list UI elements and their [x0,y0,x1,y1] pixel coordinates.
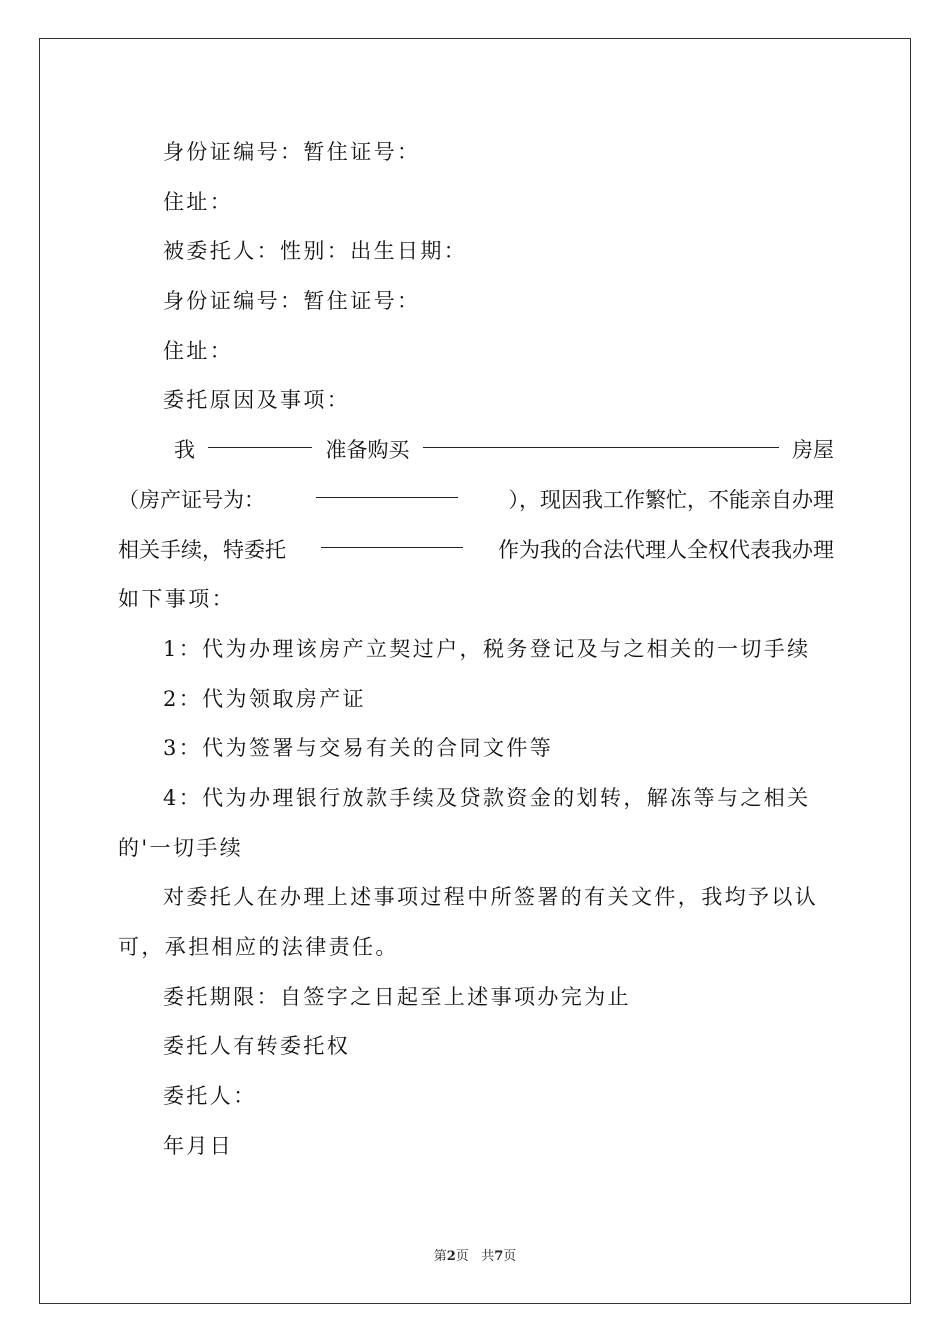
page-footer [0,1245,950,1264]
certificate-line [118,476,834,526]
date-line: 年月日 [163,1133,234,1158]
reason-heading: 委托原因及事项： [163,388,351,413]
entrust-line [118,526,834,576]
matters-heading: 如下事项： [118,587,235,612]
sub-delegation-line: 委托人有转委托权 [163,1034,351,1059]
property-blank [423,426,779,448]
approval-line: 对委托人在办理上述事项过程中所签署的有关文件，我均予以认 [163,885,819,910]
certificate-blank [316,476,458,498]
footer-total-prefix: 共 [481,1249,495,1264]
matter-item-3: 3：代为签署与交易有关的合同文件等 [163,736,554,761]
agent-info-line: 被委托人：性别：出生日期： [163,239,468,264]
approval-line-cont: 可，承担相应的法律责任。 [118,935,399,959]
footer-total-suffix: 页 [503,1249,517,1264]
purchase-line [118,426,834,476]
matter-item-1: 1：代为办理该房产立契过户，税务登记及与之相关的一切手续 [163,636,811,661]
certificate-text-2: ），现因我工作繁忙，不能亲自办理 [508,487,834,512]
purchase-text-1: 我 [174,438,195,463]
matter-item-4-cont: 的'一切手续 [118,835,244,860]
document-body [118,128,834,1171]
matter-item-2: 2：代为领取房产证 [163,686,366,711]
entrust-text-1: 相关手续，特委托 [118,537,286,562]
footer-page-suffix: 页 [455,1249,469,1264]
purchase-text-3: 房屋 [792,438,834,463]
agent-id-line: 身份证编号：暂住证号： [163,289,421,314]
footer-total-number: 7 [494,1249,504,1264]
purchase-text-2: 准备购买 [325,438,410,463]
principal-id-line: 身份证编号：暂住证号： [163,140,421,164]
name-blank [208,426,312,448]
certificate-text-1: （房产证号为： [118,487,265,512]
agent-address-line: 住址： [163,338,234,363]
footer-page-prefix: 第 [433,1249,447,1264]
agent-name-blank [321,526,463,548]
principal-signature-line: 委托人： [163,1084,257,1109]
entrust-text-2: 作为我的合法代理人全权代表我办理 [498,537,834,562]
principal-address-line: 住址： [163,189,234,214]
footer-page-number: 2 [446,1249,456,1264]
term-line: 委托期限：自签字之日起至上述事项办完为止 [163,984,631,1009]
matter-item-4: 4：代为办理银行放款手续及贷款资金的划转，解冻等与之相关 [163,785,811,810]
